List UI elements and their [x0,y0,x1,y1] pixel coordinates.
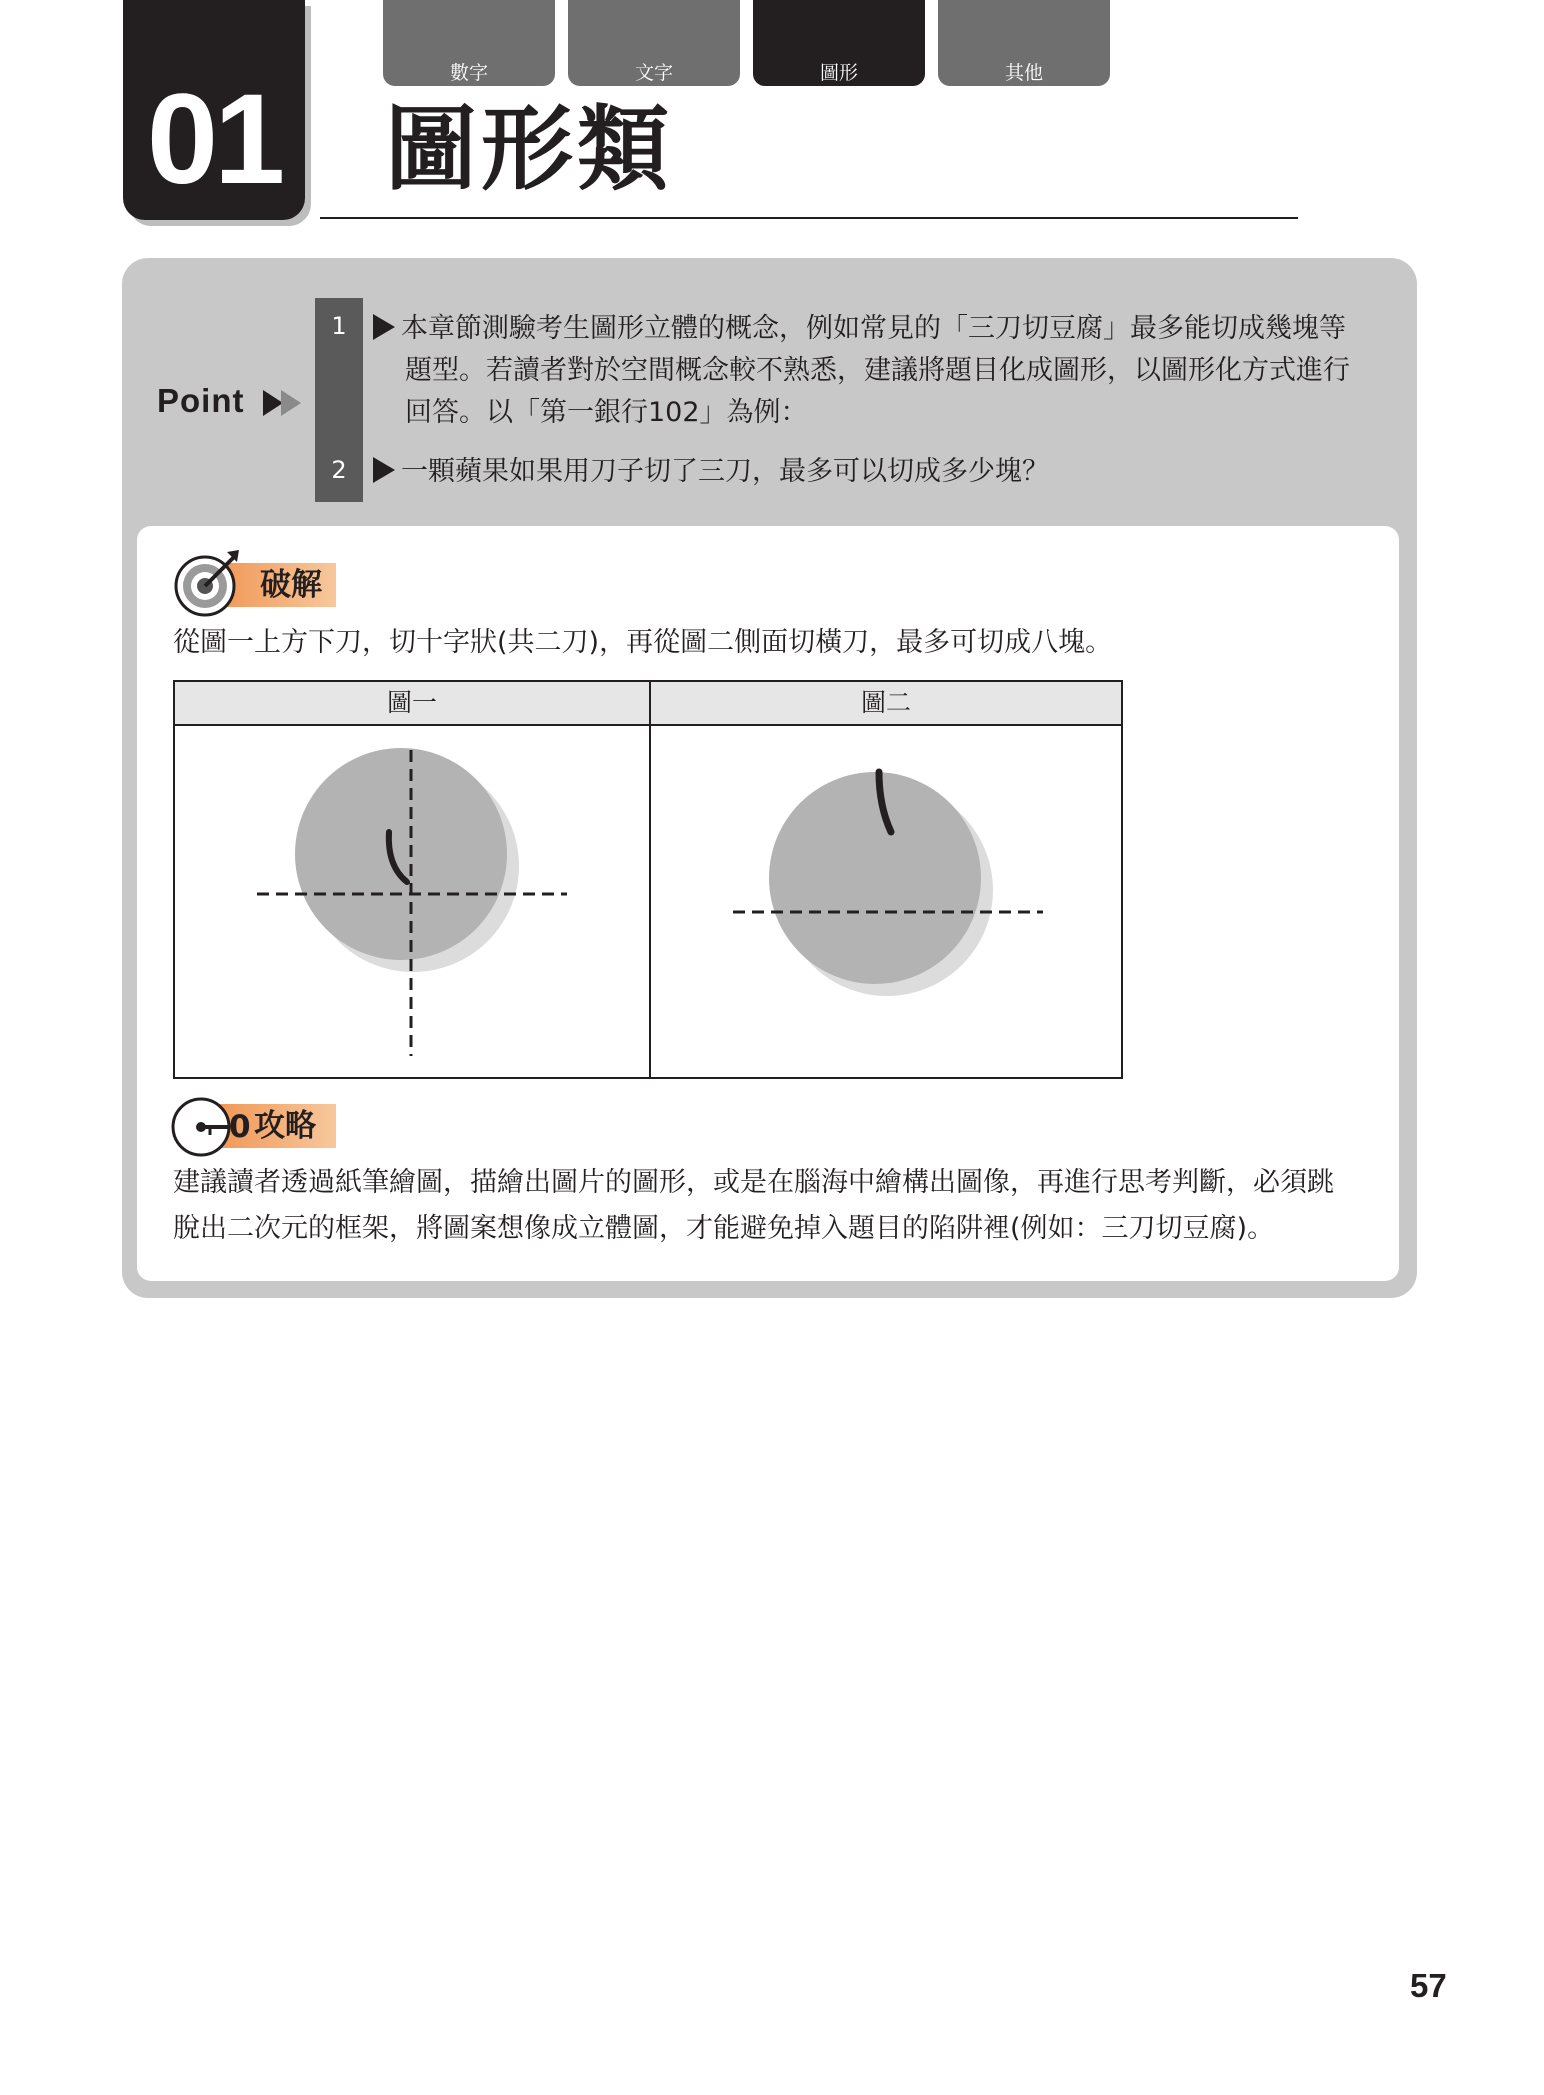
figure-2-apple-side-cut [651,726,1121,1077]
point-item-2: 一顆蘋果如果用刀子切了三刀，最多可以切成多少塊？ [375,451,1390,493]
tab-numbers[interactable]: 數字 [383,0,555,86]
figure-table [173,680,1123,1079]
tab-others[interactable]: 其他 [938,0,1110,86]
point-item-1-number: 1 [331,312,347,340]
strategy-line-2: 脫出二次元的框架，將圖案想像成立體圖，才能避免掉入題目的陷阱裡(例如：三刀切豆腐)。 [173,1213,1275,1244]
solution-text: 從圖一上方下刀，切十字狀(共二刀)，再從圖二側面切橫刀，最多可切成八塊。 [173,627,1113,658]
page-number: 57 [1410,1967,1447,2004]
chapter-title: 圖形類 [385,96,674,203]
solution-badge: 破解 [190,563,336,607]
strategy-text [173,1160,1334,1252]
point-item-1: 本章節測驗考生圖形立體的概念，例如常見的「三刀切豆腐」最多能切成幾塊等 題型。若讀者對於空間概念較不熟悉，建議將題目化成圖形，以圖形化方式進行 回答。以「第一銀行102」為例： [375,308,1390,434]
triangle-bullet-icon [373,314,395,340]
strategy-line-1: 建議讀者透過紙筆繪圖，描繪出圖片的圖形，或是在腦海中繪構出圖像，再進行思考判斷，必須跳 [173,1167,1334,1198]
strategy-badge: 攻略 [190,1104,336,1148]
title-rule [320,217,1298,219]
tab-text[interactable]: 文字 [568,0,740,86]
key-icon-digit: 0 [229,1109,251,1145]
tab-graphics[interactable]: 圖形 [753,0,925,86]
target-icon [171,548,243,618]
figure-1-header: 圖一 [175,682,649,726]
triangle-bullet-icon [373,457,395,483]
double-arrow-icon [263,388,307,418]
chapter-number: 01 [123,0,305,220]
point-label: Point [157,382,245,419]
point-item-2-number: 2 [331,456,347,484]
figure-2-header: 圖二 [651,682,1121,726]
figure-1-apple-cross-cut [175,726,649,1077]
